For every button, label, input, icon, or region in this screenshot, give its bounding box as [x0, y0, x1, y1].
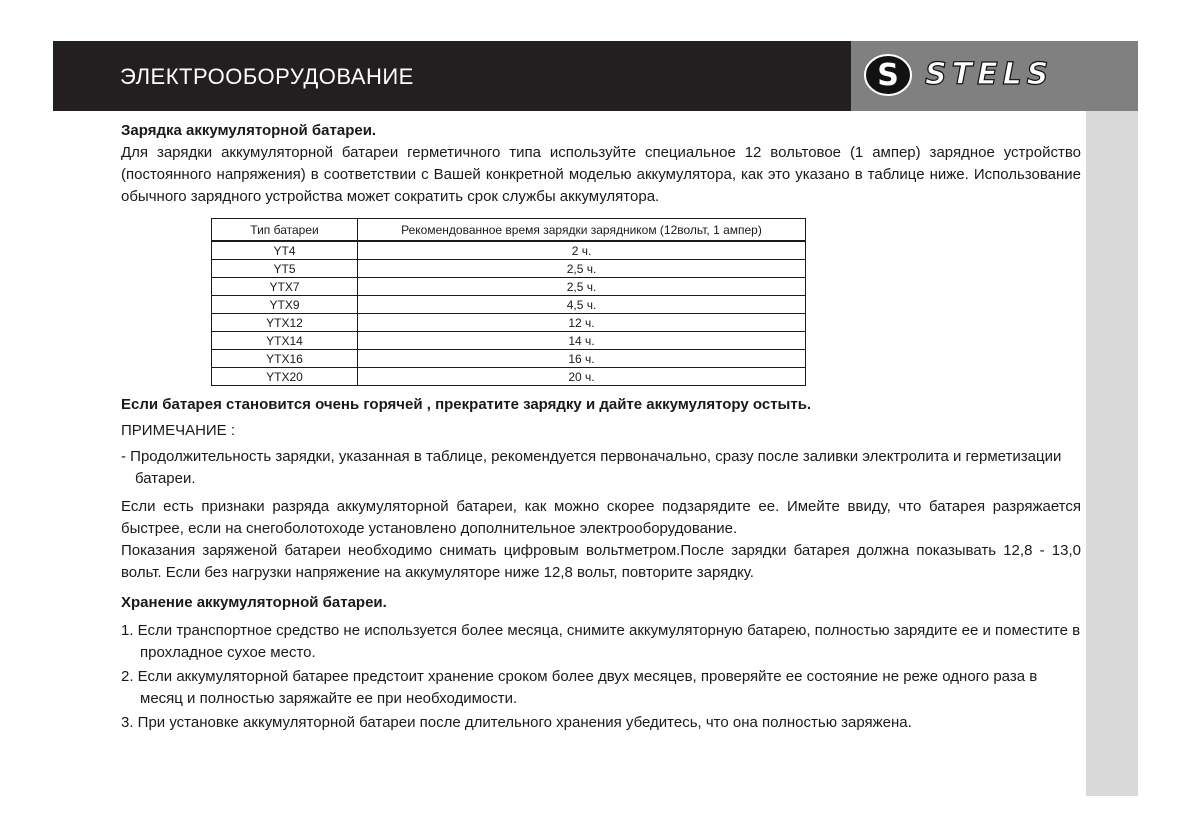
- table-header-row: [212, 219, 806, 242]
- page-content: [121, 120, 1081, 736]
- storage-list: [121, 620, 1081, 734]
- battery-type: YT5: [212, 260, 358, 278]
- table-row: [212, 260, 806, 278]
- table-row: [212, 296, 806, 314]
- charging-paragraph: Для зарядки аккумуляторной батареи герметичного типа используйте специальное 12 вольтовое (1 ампер) зарядное устройство (постоянного напряжения) в соответствии с Вашей конкретной моделью аккумулятора, как это указано в таблице ниже. Использование обычного зарядного устройства может сократить срок службы аккумулятора.: [121, 144, 1081, 205]
- voltage-paragraph: Показания заряженой батареи необходимо снимать цифровым вольтметром.После зарядки батарея должна показывать 12,8 - 13,0 вольт. Если без нагрузки напряжение на аккумуляторе ниже 12,8 вольт, повторите зарядку.: [121, 542, 1081, 581]
- table-row: [212, 314, 806, 332]
- discharge-paragraph: Если есть признаки разряда аккумуляторной батареи, как можно скорее подзарядите ее. Имейте ввиду, что батарея разряжается быстрее, если на снегоболотоходе установлено дополнительное электрооборудование.: [121, 498, 1081, 537]
- overheat-warning: Если батарея становится очень горячей , прекратите зарядку и дайте аккумулятору остыть.: [121, 396, 812, 413]
- charge-time: 2,5 ч.: [358, 278, 806, 296]
- note-title: ПРИМЕЧАНИЕ :: [121, 422, 236, 439]
- table-row: [212, 368, 806, 386]
- list-item: 1. Если транспортное средство не используется более месяца, снимите аккумуляторную батарею, полностью зарядите ее и поместите в прохладное сухое место.: [121, 622, 1081, 661]
- page-title: ЭЛЕКТРООБОРУДОВАНИЕ: [120, 64, 414, 89]
- battery-type: YTX9: [212, 296, 358, 314]
- table-row: [212, 241, 806, 260]
- table-row: [212, 278, 806, 296]
- battery-type: YT4: [212, 241, 358, 260]
- stels-s-logo-icon: [863, 50, 913, 100]
- charge-time: 20 ч.: [358, 368, 806, 386]
- charge-time: 4,5 ч.: [358, 296, 806, 314]
- header-bar: [53, 41, 1138, 111]
- list-item: 3. При установке аккумуляторной батареи после длительного хранения убедитесь, что она полностью заряжена.: [121, 714, 912, 731]
- charging-heading: Зарядка аккумуляторной батареи.: [121, 122, 377, 139]
- col-header-time: Рекомендованное время зарядки зарядником (12вольт, 1 ампер): [358, 219, 806, 242]
- table-row: [212, 332, 806, 350]
- logo-wordmark: STELS: [925, 57, 1054, 92]
- charge-time: 2 ч.: [358, 241, 806, 260]
- battery-type: YTX20: [212, 368, 358, 386]
- logo-letter: S: [877, 58, 899, 93]
- charge-time: 16 ч.: [358, 350, 806, 368]
- charge-time: 12 ч.: [358, 314, 806, 332]
- battery-type: YTX14: [212, 332, 358, 350]
- battery-type: YTX12: [212, 314, 358, 332]
- note-text: - Продолжительность зарядки, указанная в таблице, рекомендуется первоначально, сразу после заливки электролита и герметизации батареи.: [121, 448, 1062, 487]
- charging-table: [211, 218, 806, 386]
- brand-logo: [851, 41, 1138, 111]
- list-item: 2. Если аккумуляторной батарее предстоит хранение сроком более двух месяцев, проверяйте ее состояние не реже одного раза в месяц и полностью заряжайте ее при необходимости.: [121, 668, 1038, 707]
- charge-time: 14 ч.: [358, 332, 806, 350]
- col-header-type: Тип батареи: [212, 219, 358, 242]
- storage-heading: Хранение аккумуляторной батареи.: [121, 594, 387, 611]
- charge-time: 2,5 ч.: [358, 260, 806, 278]
- battery-type: YTX16: [212, 350, 358, 368]
- battery-type: YTX7: [212, 278, 358, 296]
- table-row: [212, 350, 806, 368]
- side-strip: [1086, 111, 1138, 796]
